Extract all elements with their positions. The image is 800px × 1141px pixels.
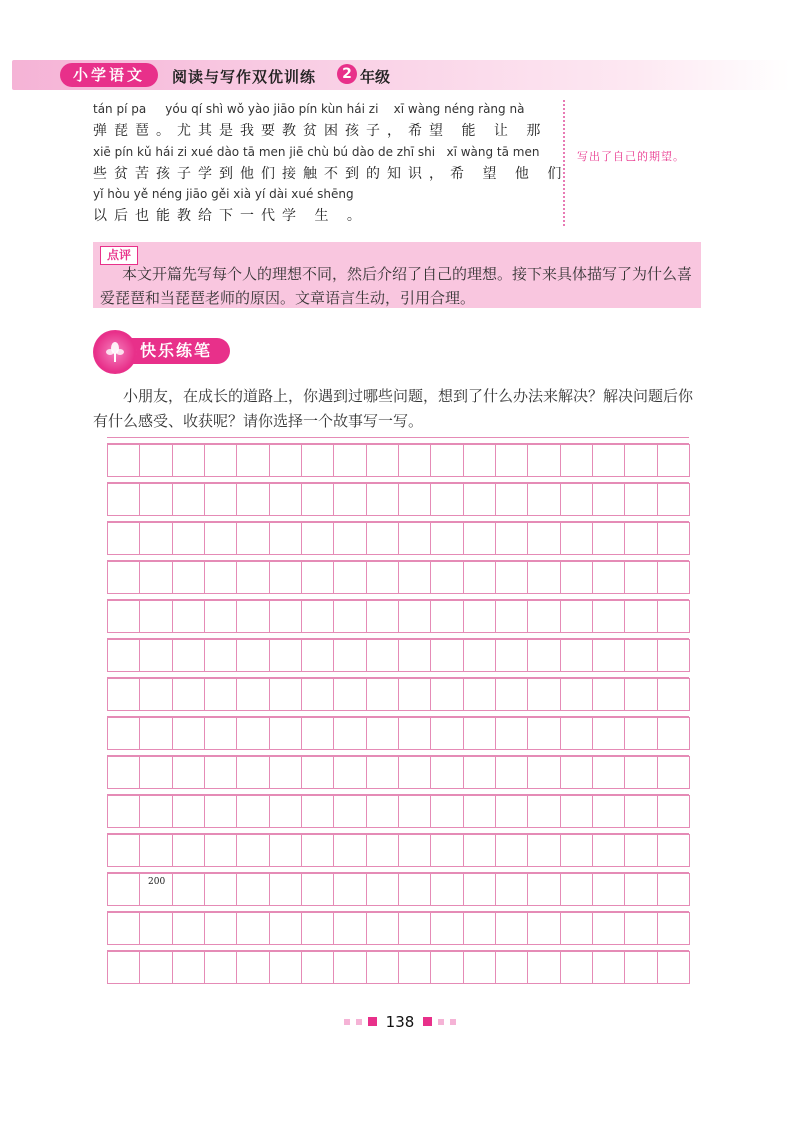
grid-cell[interactable] — [398, 951, 431, 984]
grid-cell[interactable] — [107, 912, 140, 945]
grid-cell[interactable] — [172, 522, 205, 555]
grid-cell[interactable] — [430, 444, 463, 477]
grid-cell[interactable] — [463, 483, 496, 516]
grid-cell[interactable] — [107, 756, 140, 789]
grid-cell[interactable] — [333, 834, 366, 867]
grid-cell[interactable] — [107, 444, 140, 477]
grid-cell[interactable] — [172, 639, 205, 672]
grid-cell[interactable] — [624, 756, 657, 789]
grid-cell[interactable] — [463, 522, 496, 555]
grid-cell[interactable] — [463, 795, 496, 828]
grid-cell[interactable] — [657, 912, 690, 945]
grid-cell[interactable] — [495, 483, 528, 516]
grid-cell[interactable] — [139, 834, 172, 867]
grid-cell[interactable] — [560, 717, 593, 750]
grid-cell[interactable] — [624, 639, 657, 672]
grid-cell[interactable] — [301, 678, 334, 711]
subject-label: 小学语文 — [60, 63, 158, 87]
grid-cell[interactable] — [430, 561, 463, 594]
grid-cell[interactable] — [592, 561, 625, 594]
grid-cell[interactable] — [527, 912, 560, 945]
pinyin-line-2: xiē pín kǔ hái zi xué dào tā men jiē chù bú dào de zhī shi xī wàng tā men — [93, 145, 540, 159]
grid-cell[interactable] — [624, 600, 657, 633]
grid-cell[interactable] — [366, 795, 399, 828]
grid-cell[interactable] — [624, 912, 657, 945]
grid-cell[interactable] — [172, 756, 205, 789]
grid-cell[interactable] — [463, 717, 496, 750]
grid-cell[interactable] — [333, 522, 366, 555]
grid-cell[interactable] — [366, 873, 399, 906]
grid-cell[interactable] — [495, 444, 528, 477]
grid-cell[interactable] — [333, 561, 366, 594]
grid-cell[interactable] — [236, 951, 269, 984]
grid-cell[interactable] — [430, 873, 463, 906]
grid-cell[interactable] — [172, 483, 205, 516]
grid-cell[interactable] — [657, 522, 690, 555]
grid-cell[interactable] — [592, 834, 625, 867]
section-title: 快乐练笔 — [118, 338, 230, 364]
grid-cell[interactable] — [172, 873, 205, 906]
grid-cell[interactable] — [560, 834, 593, 867]
grid-cell[interactable] — [107, 483, 140, 516]
grid-cell[interactable] — [204, 561, 237, 594]
grid-cell[interactable] — [657, 756, 690, 789]
grid-cell[interactable] — [107, 951, 140, 984]
grid-cell[interactable] — [527, 483, 560, 516]
grid-cell[interactable] — [236, 717, 269, 750]
grid-cell[interactable] — [269, 639, 302, 672]
grid-row-separator — [107, 866, 689, 873]
grid-cell[interactable] — [139, 951, 172, 984]
grid-cell[interactable] — [430, 951, 463, 984]
grid-cell[interactable] — [592, 600, 625, 633]
grid-row-separator — [107, 437, 689, 444]
grid-cell[interactable] — [139, 600, 172, 633]
grid-cell[interactable] — [527, 444, 560, 477]
grid-cell[interactable] — [624, 483, 657, 516]
footer-square-icon — [423, 1017, 432, 1026]
grid-cell[interactable] — [398, 444, 431, 477]
grid-row-separator — [107, 671, 689, 678]
grid-cell[interactable] — [430, 639, 463, 672]
grid-cell[interactable] — [624, 717, 657, 750]
grid-cell[interactable] — [269, 483, 302, 516]
grid-cell[interactable] — [592, 717, 625, 750]
grid-cell[interactable] — [624, 561, 657, 594]
grid-cell[interactable] — [269, 717, 302, 750]
grid-cell[interactable] — [366, 717, 399, 750]
grid-cell[interactable] — [301, 795, 334, 828]
grid-cell[interactable] — [527, 834, 560, 867]
grid-cell[interactable] — [430, 678, 463, 711]
grid-cell[interactable] — [624, 834, 657, 867]
grid-cell[interactable] — [204, 795, 237, 828]
grid-cell[interactable] — [560, 912, 593, 945]
grid-cell[interactable] — [463, 444, 496, 477]
grid-cell[interactable] — [333, 951, 366, 984]
grid-cell[interactable] — [398, 912, 431, 945]
comment-tag: 点评 — [100, 246, 138, 265]
writing-grid[interactable] — [107, 437, 689, 983]
grid-cell[interactable] — [495, 834, 528, 867]
grid-cell[interactable] — [463, 600, 496, 633]
grid-cell[interactable] — [657, 639, 690, 672]
grid-cell[interactable] — [333, 678, 366, 711]
grid-cell[interactable] — [527, 561, 560, 594]
grid-cell[interactable] — [430, 483, 463, 516]
grid-cell[interactable] — [172, 600, 205, 633]
grid-cell[interactable] — [204, 483, 237, 516]
grid-cell[interactable] — [236, 912, 269, 945]
grid-cell[interactable] — [560, 951, 593, 984]
grid-cell[interactable] — [333, 444, 366, 477]
grid-cell[interactable] — [172, 951, 205, 984]
grid-cell[interactable] — [495, 639, 528, 672]
grid-cell[interactable] — [495, 717, 528, 750]
grid-cell[interactable] — [139, 444, 172, 477]
grid-cell[interactable] — [495, 678, 528, 711]
grid-cell[interactable] — [204, 444, 237, 477]
grid-cell[interactable] — [269, 600, 302, 633]
grid-row-separator — [107, 476, 689, 483]
grid-cell[interactable] — [495, 795, 528, 828]
grid-cell[interactable] — [592, 756, 625, 789]
grid-cell[interactable] — [333, 756, 366, 789]
grid-cell[interactable] — [592, 639, 625, 672]
grid-cell[interactable] — [139, 795, 172, 828]
grid-cell[interactable] — [204, 912, 237, 945]
grid-cell[interactable] — [527, 795, 560, 828]
grid-cell[interactable] — [398, 717, 431, 750]
grid-cell[interactable] — [592, 873, 625, 906]
grid-cell[interactable] — [107, 834, 140, 867]
grid-cell[interactable] — [463, 756, 496, 789]
grid-cell[interactable] — [269, 756, 302, 789]
grid-cell[interactable] — [301, 834, 334, 867]
grid-cell[interactable] — [269, 444, 302, 477]
grid-cell[interactable] — [495, 600, 528, 633]
grid-cell[interactable] — [560, 522, 593, 555]
grid-cell[interactable] — [592, 444, 625, 477]
grid-row-separator — [107, 710, 689, 717]
grid-cell[interactable] — [333, 795, 366, 828]
grade-label: 年级 — [360, 68, 391, 86]
grid-cell[interactable] — [204, 717, 237, 750]
pinyin-line-3: yǐ hòu yě néng jiāo gěi xià yí dài xué shēng — [93, 187, 354, 201]
grade-number-badge: 2 — [337, 64, 357, 84]
grid-cell[interactable] — [139, 483, 172, 516]
grid-cell[interactable] — [366, 522, 399, 555]
grid-cell[interactable] — [430, 717, 463, 750]
grid-cell[interactable] — [172, 444, 205, 477]
grid-cell[interactable] — [527, 522, 560, 555]
grid-cell[interactable] — [430, 756, 463, 789]
grid-cell[interactable] — [527, 717, 560, 750]
grid-cell[interactable] — [430, 600, 463, 633]
grid-cell[interactable] — [398, 834, 431, 867]
grid-cell[interactable] — [107, 561, 140, 594]
grid-cell[interactable] — [657, 717, 690, 750]
grid-cell[interactable] — [560, 639, 593, 672]
grid-cell[interactable] — [560, 561, 593, 594]
grid-cell[interactable] — [592, 951, 625, 984]
grid-cell[interactable] — [107, 600, 140, 633]
grid-cell[interactable] — [527, 951, 560, 984]
grid-cell[interactable] — [463, 561, 496, 594]
grid-cell[interactable] — [366, 951, 399, 984]
grid-cell[interactable] — [172, 678, 205, 711]
grid-cell[interactable] — [333, 483, 366, 516]
page-footer — [0, 1012, 800, 1031]
grid-cell[interactable] — [657, 561, 690, 594]
grid-cell[interactable] — [657, 483, 690, 516]
grid-cell[interactable] — [657, 678, 690, 711]
grid-cell[interactable] — [366, 912, 399, 945]
grid-cell[interactable] — [495, 951, 528, 984]
grid-cell[interactable] — [333, 717, 366, 750]
grid-cell[interactable] — [139, 561, 172, 594]
grid-cell[interactable] — [657, 444, 690, 477]
margin-divider — [563, 100, 565, 226]
grid-cell[interactable] — [172, 912, 205, 945]
grid-cell[interactable] — [236, 600, 269, 633]
grid-cell[interactable] — [236, 756, 269, 789]
grid-cell[interactable] — [333, 639, 366, 672]
grid-cell[interactable] — [236, 639, 269, 672]
grid-cell[interactable] — [624, 444, 657, 477]
grid-cell[interactable] — [204, 834, 237, 867]
grid-cell[interactable] — [495, 873, 528, 906]
grid-cell[interactable] — [172, 795, 205, 828]
grid-cell[interactable] — [398, 873, 431, 906]
grid-cell[interactable] — [172, 717, 205, 750]
grid-cell[interactable] — [107, 639, 140, 672]
grid-cell[interactable] — [624, 795, 657, 828]
grid-cell[interactable] — [657, 834, 690, 867]
grid-cell[interactable] — [139, 522, 172, 555]
grid-cell[interactable] — [560, 444, 593, 477]
grid-cell[interactable] — [236, 483, 269, 516]
grid-cell[interactable] — [527, 600, 560, 633]
footer-square-icon — [450, 1019, 456, 1025]
grid-cell[interactable] — [560, 483, 593, 516]
grid-cell[interactable] — [139, 756, 172, 789]
grid-cell[interactable] — [463, 639, 496, 672]
grid-cell[interactable] — [495, 561, 528, 594]
grid-cell[interactable] — [269, 561, 302, 594]
grid-cell[interactable] — [301, 717, 334, 750]
grid-row-separator — [107, 944, 689, 951]
grid-cell[interactable] — [398, 522, 431, 555]
grid-cell[interactable] — [495, 522, 528, 555]
grid-cell[interactable] — [657, 795, 690, 828]
grid-cell[interactable] — [269, 951, 302, 984]
grid-cell[interactable] — [301, 756, 334, 789]
grid-cell[interactable] — [269, 522, 302, 555]
grid-cell[interactable] — [398, 561, 431, 594]
grid-cell[interactable] — [430, 522, 463, 555]
grid-cell[interactable] — [301, 912, 334, 945]
text-line-1: 弹琵琶。尤其是我要教贫困孩子，希望 能 让 那 — [93, 123, 548, 139]
grid-cell[interactable] — [172, 834, 205, 867]
grid-cell[interactable] — [301, 600, 334, 633]
grid-cell[interactable] — [301, 873, 334, 906]
grid-cell[interactable] — [366, 639, 399, 672]
grid-cell[interactable] — [366, 756, 399, 789]
grid-cell[interactable] — [366, 834, 399, 867]
grid-cell[interactable] — [527, 756, 560, 789]
grid-cell[interactable] — [657, 873, 690, 906]
text-line-3: 以后也能教给下一代学 生 。 — [93, 208, 368, 224]
grid-cell[interactable] — [333, 873, 366, 906]
grid-cell[interactable] — [560, 795, 593, 828]
grid-cell[interactable] — [527, 678, 560, 711]
grid-cell[interactable] — [398, 756, 431, 789]
grid-row-separator — [107, 788, 689, 795]
grid-cell[interactable] — [204, 639, 237, 672]
grid-cell[interactable] — [333, 912, 366, 945]
grid-cell[interactable] — [398, 678, 431, 711]
footer-square-icon — [344, 1019, 350, 1025]
grid-cell[interactable] — [204, 756, 237, 789]
grid-cell[interactable] — [269, 678, 302, 711]
grid-cell[interactable] — [301, 444, 334, 477]
grid-cell[interactable] — [430, 834, 463, 867]
grid-cell[interactable] — [107, 873, 140, 906]
grid-cell[interactable] — [139, 678, 172, 711]
grid-cell[interactable] — [624, 678, 657, 711]
grid-cell[interactable] — [107, 678, 140, 711]
grid-cell[interactable] — [107, 795, 140, 828]
grid-cell[interactable] — [139, 717, 172, 750]
grid-cell[interactable] — [624, 873, 657, 906]
grid-cell[interactable] — [398, 639, 431, 672]
grid-row-separator — [107, 632, 689, 639]
grid-cell[interactable] — [463, 912, 496, 945]
grid-cell[interactable] — [560, 678, 593, 711]
grid-cell[interactable] — [430, 912, 463, 945]
grid-cell[interactable] — [624, 951, 657, 984]
grid-cell[interactable] — [269, 873, 302, 906]
grid-cell[interactable] — [204, 600, 237, 633]
grid-cell[interactable] — [301, 561, 334, 594]
grid-cell[interactable] — [657, 951, 690, 984]
grid-cell[interactable] — [204, 873, 237, 906]
grid-cell[interactable] — [139, 639, 172, 672]
grid-cell[interactable] — [107, 717, 140, 750]
grid-cell[interactable] — [301, 639, 334, 672]
grid-cell[interactable] — [560, 600, 593, 633]
grid-cell[interactable] — [560, 873, 593, 906]
page-number: 138 — [385, 1012, 415, 1031]
word-count-marker: 200 — [148, 877, 166, 887]
grid-cell[interactable] — [592, 678, 625, 711]
series-title: 阅读与写作双优训练 — [172, 68, 317, 86]
grid-cell[interactable] — [592, 522, 625, 555]
grid-cell[interactable] — [366, 444, 399, 477]
grid-cell[interactable] — [398, 600, 431, 633]
grid-cell[interactable] — [269, 834, 302, 867]
grid-cell[interactable] — [236, 678, 269, 711]
grid-cell[interactable] — [366, 678, 399, 711]
text-line-2: 些贫苦孩子学到他们接触不到的知识，希 望 他 们 — [93, 166, 569, 182]
grid-cell[interactable] — [463, 873, 496, 906]
grid-cell[interactable] — [269, 795, 302, 828]
comment-text: 本文开篇先写每个人的理想不同，然后介绍了自己的理想。接下来具体描写了为什么喜爱琵琶和当琵琶老师的原因。文章语言生动，引用合理。 — [100, 265, 693, 307]
grid-row-separator — [107, 554, 689, 561]
grid-cell[interactable] — [495, 756, 528, 789]
grid-cell[interactable] — [269, 912, 302, 945]
grid-cell[interactable] — [204, 678, 237, 711]
exercise-prompt: 小朋友，在成长的道路上，你遇到过哪些问题，想到了什么办法来解决？解决问题后你有什么感受、收获呢？请你选择一个故事写一写。 — [93, 387, 694, 430]
pinyin-line-1: tán pí pa yóu qí shì wǒ yào jiāo pín kùn hái zi xī wàng néng ràng nà — [93, 102, 525, 116]
grid-cell[interactable] — [430, 795, 463, 828]
flower-icon — [93, 330, 137, 374]
grid-cell[interactable] — [560, 756, 593, 789]
grid-cell[interactable] — [495, 912, 528, 945]
margin-annotation: 写出了自己的期望。 — [577, 150, 685, 163]
grid-cell[interactable] — [398, 795, 431, 828]
grid-cell[interactable] — [236, 444, 269, 477]
footer-square-icon — [356, 1019, 362, 1025]
grid-cell[interactable] — [333, 600, 366, 633]
grid-row-separator — [107, 749, 689, 756]
grid-row-separator — [107, 593, 689, 600]
grid-cell[interactable] — [139, 912, 172, 945]
grid-cell[interactable] — [527, 639, 560, 672]
grid-cell[interactable] — [592, 483, 625, 516]
footer-square-icon — [438, 1019, 444, 1025]
grid-cell[interactable] — [236, 873, 269, 906]
grid-cell[interactable] — [366, 483, 399, 516]
grid-cell[interactable] — [657, 600, 690, 633]
grid-row-separator — [107, 515, 689, 522]
grid-cell[interactable] — [204, 522, 237, 555]
grid-cell[interactable] — [301, 951, 334, 984]
grid-cell[interactable] — [301, 483, 334, 516]
grid-row-separator — [107, 905, 689, 912]
grid-cell[interactable] — [236, 795, 269, 828]
grid-cell[interactable] — [172, 561, 205, 594]
grid-cell[interactable] — [107, 522, 140, 555]
grid-cell[interactable] — [366, 561, 399, 594]
grid-cell[interactable] — [624, 522, 657, 555]
footer-square-icon — [368, 1017, 377, 1026]
grid-cell[interactable] — [463, 834, 496, 867]
grid-cell[interactable] — [592, 795, 625, 828]
grid-cell[interactable] — [398, 483, 431, 516]
grid-cell[interactable] — [527, 873, 560, 906]
grid-cell[interactable] — [236, 834, 269, 867]
grid-cell[interactable] — [301, 522, 334, 555]
grid-row-separator — [107, 827, 689, 834]
grid-cell[interactable] — [592, 912, 625, 945]
grid-cell[interactable] — [236, 561, 269, 594]
grid-cell[interactable] — [236, 522, 269, 555]
grid-cell[interactable] — [463, 678, 496, 711]
grid-cell[interactable] — [463, 951, 496, 984]
grid-cell[interactable] — [204, 951, 237, 984]
grid-cell[interactable] — [366, 600, 399, 633]
